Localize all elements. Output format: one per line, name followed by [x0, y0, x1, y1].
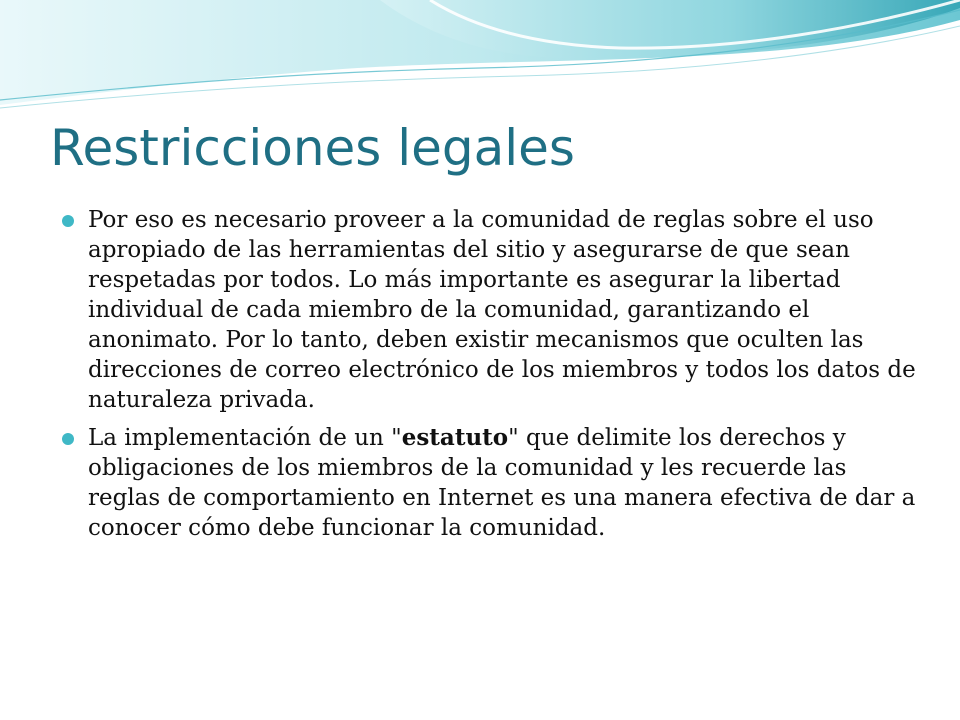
- bullet-bold-term: estatuto: [401, 424, 509, 451]
- slide-title: Restricciones legales: [50, 119, 575, 177]
- bullet-item-2: [56, 423, 916, 543]
- bullet-item-1: [56, 205, 916, 415]
- bullet-dot-icon: [62, 433, 74, 445]
- bullet-dot-icon: [62, 215, 74, 227]
- bullet-text-after: " que delimite los derechos y obligaciones de los miembros de la comunidad y les recuerde las reglas de comportamiento en Internet es una manera efectiva de dar a conocer cómo debe funcionar la comunidad.: [88, 425, 916, 541]
- bullet-list: [56, 205, 916, 551]
- bullet-text: Por eso es necesario proveer a la comunidad de reglas sobre el uso apropiado de las herramientas del sitio y asegurarse de que sean respetadas por todos. Lo más importante es asegurar la libertad individual de cada miembro de la comunidad, garantizando el anonimato. Por lo tanto, deben existir mecanismos que oculten las direcciones de correo electrónico de los miembros y todos los datos de naturaleza privada.: [88, 207, 916, 413]
- wave-header-decoration: [0, 0, 960, 110]
- bullet-text-before: La implementación de un ": [88, 425, 402, 451]
